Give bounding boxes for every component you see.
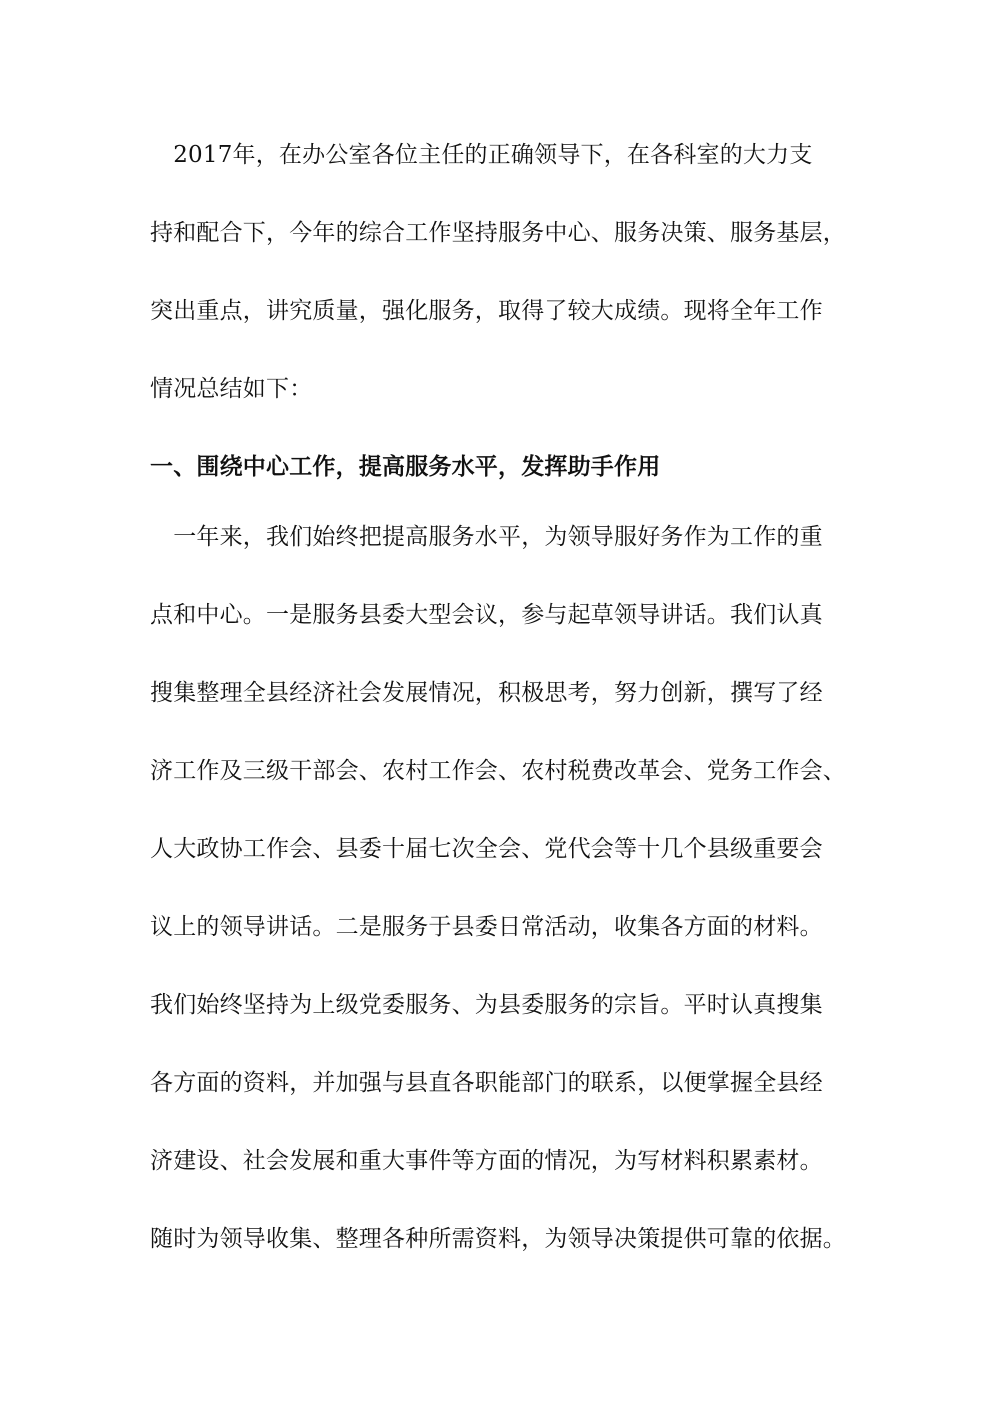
paragraph-2-line-4: 济工作及三级干部会、农村工作会、农村税费改革会、党务工作会、 bbox=[150, 758, 846, 784]
paragraph-1-line-1: 2017年，在办公室各位主任的正确领导下，在各科室的大力支 bbox=[150, 142, 813, 168]
paragraph-2-line-7: 我们始终坚持为上级党委服务、为县委服务的宗旨。平时认真搜集 bbox=[150, 992, 823, 1018]
paragraph-2-line-5: 人大政协工作会、县委十届七次全会、党代会等十几个县级重要会 bbox=[150, 836, 823, 862]
paragraph-2-line-1: 一年来，我们始终把提高服务水平，为领导服好务作为工作的重 bbox=[150, 524, 823, 550]
paragraph-2-line-8: 各方面的资料，并加强与县直各职能部门的联系，以便掌握全县经 bbox=[150, 1070, 823, 1096]
paragraph-2-line-10: 随时为领导收集、整理各种所需资料，为领导决策提供可靠的依据。 bbox=[150, 1226, 846, 1252]
paragraph-1-line-3: 突出重点，讲究质量，强化服务，取得了较大成绩。现将全年工作 bbox=[150, 298, 823, 324]
paragraph-1-line-2: 持和配合下，今年的综合工作坚持服务中心、服务决策、服务基层， bbox=[150, 220, 846, 246]
paragraph-2-line-6: 议上的领导讲话。二是服务于县委日常活动，收集各方面的材料。 bbox=[150, 914, 823, 940]
paragraph-2-line-9: 济建设、社会发展和重大事件等方面的情况，为写材料积累素材。 bbox=[150, 1148, 823, 1174]
paragraph-1-line-4: 情况总结如下： bbox=[150, 376, 313, 402]
paragraph-2-line-2: 点和中心。一是服务县委大型会议，参与起草领导讲话。我们认真 bbox=[150, 602, 823, 628]
paragraph-2-line-3: 搜集整理全县经济社会发展情况，积极思考，努力创新，撰写了经 bbox=[150, 680, 823, 706]
section-heading: 一、围绕中心工作，提高服务水平，发挥助手作用 bbox=[150, 454, 661, 480]
